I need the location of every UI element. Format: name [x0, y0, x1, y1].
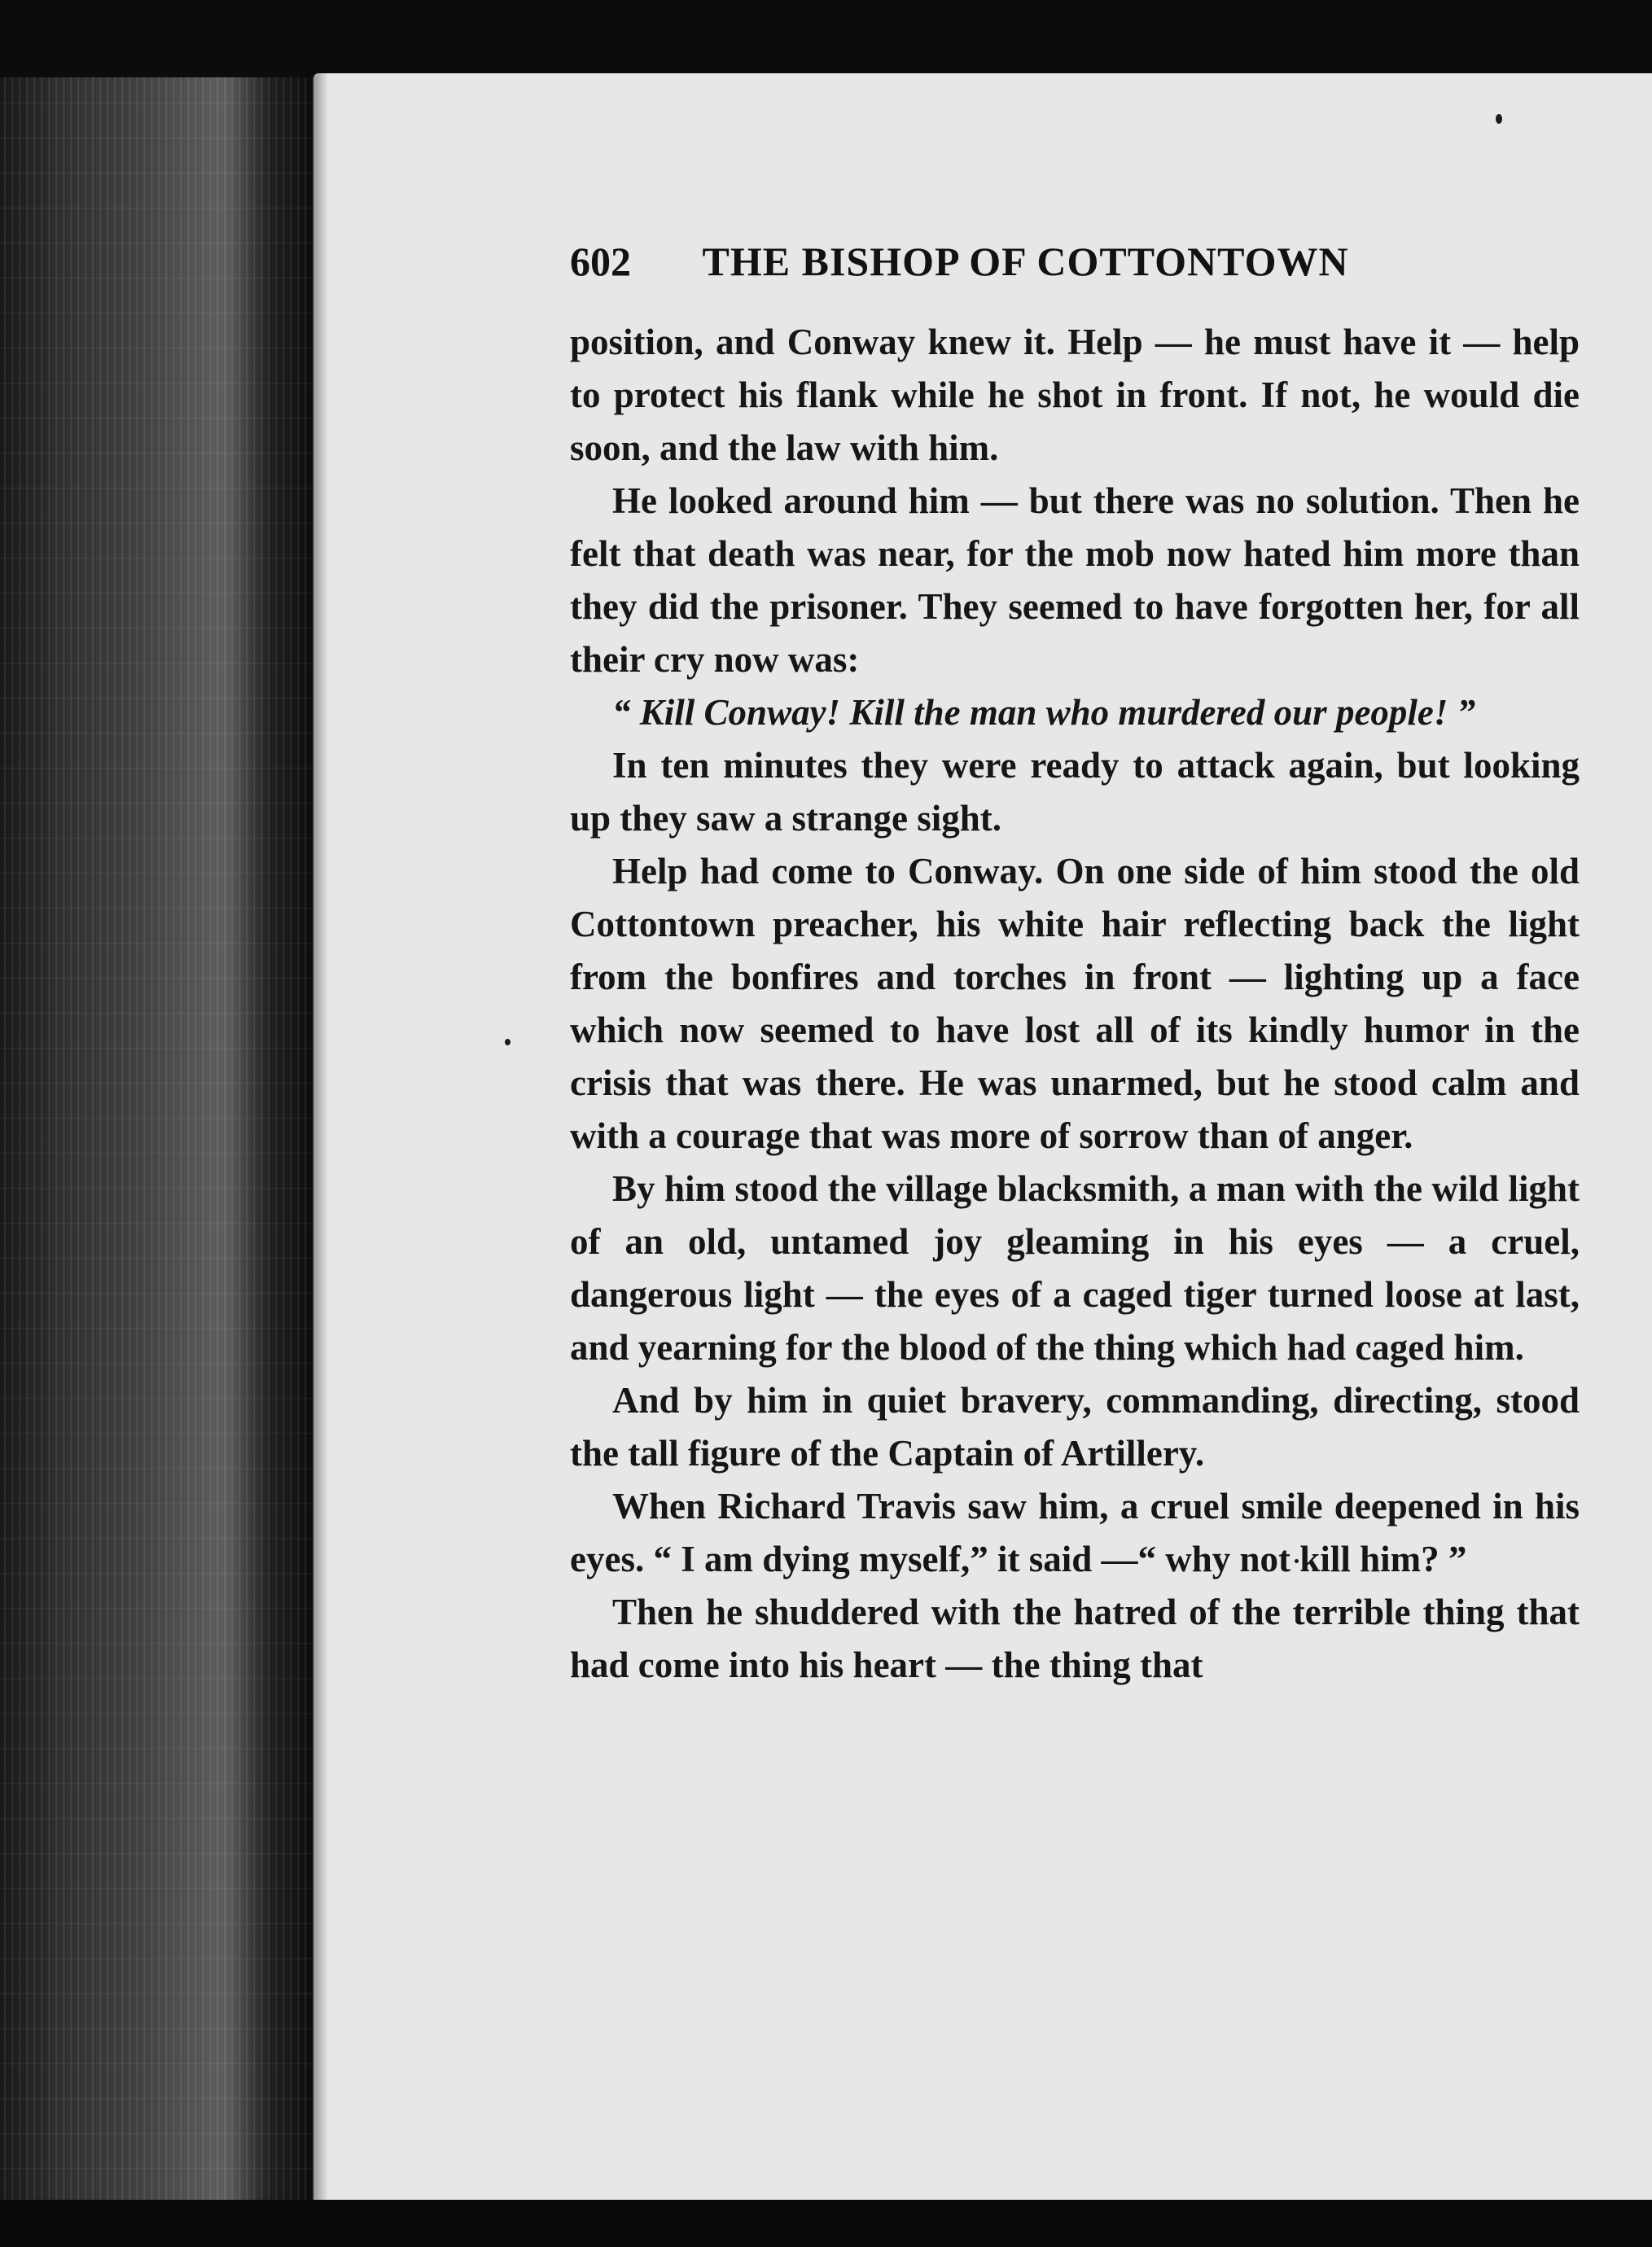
quoted-cry: “ Kill Conway! Kill the man who murdered our people! ”: [612, 692, 1476, 733]
bottom-shadow: [0, 2200, 1652, 2247]
paragraph: By him stood the village blacksmith, a man with the wild light of an old, untamed joy gleaming in his eyes — a cruel, dangerous light — the eyes of a caged tiger turned loose at last, and yearning for the blood of the thing which had caged him.: [570, 1168, 1580, 1368]
paragraph: He looked around him — but there was no solution. Then he felt that death was near, for the mob now hated him more than they did the prisoner. They seemed to have forgotten her, for all their cry now was:: [570, 480, 1580, 680]
page-number: 602: [570, 239, 631, 284]
paragraph: Then he shuddered with the hatred of the terrible thing that had come into his heart — the thing that: [570, 1592, 1580, 1685]
ink-speck: [505, 1039, 510, 1045]
book-spine-edge: [0, 77, 313, 2202]
paragraph: When Richard Travis saw him, a cruel smile deepened in his eyes. “ I am dying myself,” it said —“ why not kill him? ”: [570, 1486, 1580, 1579]
body-text: [570, 316, 1580, 1692]
running-head: [570, 238, 1433, 285]
ink-speck: [1496, 114, 1502, 124]
running-head-title: THE BISHOP OF COTTONTOWN: [702, 239, 1349, 284]
paragraph: And by him in quiet bravery, commanding, directing, stood the tall figure of the Captain of Artillery.: [570, 1380, 1580, 1474]
paragraph: position, and Conway knew it. Help — he must have it — help to protect his flank while he shot in front. If not, he would die soon, and the law with him.: [570, 322, 1580, 468]
paragraph: Help had come to Conway. On one side of him stood the old Cottontown preacher, his white hair reflecting back the light from the bonfires and torches in front — lighting up a face which now seemed to have lost all of its kindly humor in the crisis that was there. He was unarmed, but he stood calm and with a courage that was more of sorrow than of anger.: [570, 851, 1580, 1156]
paragraph: In ten minutes they were ready to attack again, but looking up they saw a strange sight.: [570, 745, 1580, 839]
